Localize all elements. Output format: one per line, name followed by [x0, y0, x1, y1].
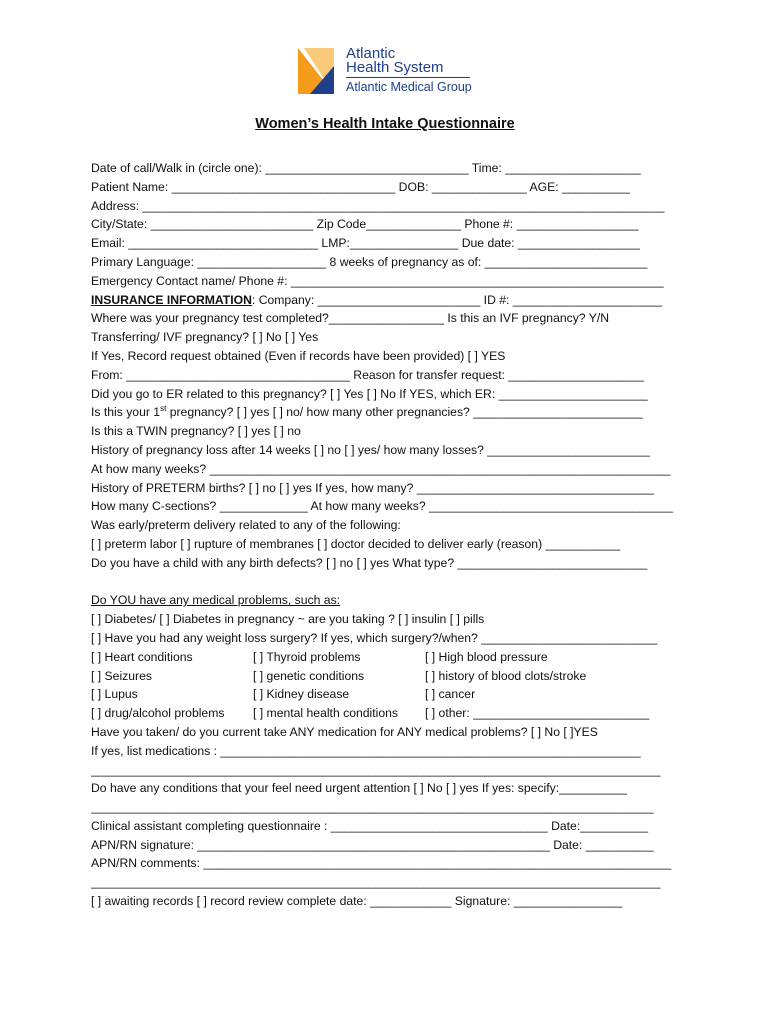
language-line[interactable]: Primary Language: ___________________ 8 weeks of pregnancy as of: ________________________ — [91, 254, 648, 269]
logo-text-medical-group: Atlantic Medical Group — [346, 80, 472, 94]
first-pregnancy-sup: st — [160, 404, 167, 414]
transfer-from-line[interactable]: From: _________________________________ Reason for transfer request: ____________________ — [91, 367, 644, 382]
urgent-blank-line[interactable]: ___________________________________________________________________________________ — [91, 800, 654, 815]
first-pregnancy-text-a: Is this your 1 — [91, 405, 161, 420]
c-sections-line[interactable]: How many C-sections? _____________ At how many weeks? ____________________________________ — [91, 499, 674, 514]
pregnancy-loss-line[interactable]: History of pregnancy loss after 14 weeks [ ] no [ ] yes/ how many losses? ________________________ — [91, 442, 650, 457]
loss-weeks-line[interactable]: At how many weeks? ____________________________________________________________________ — [91, 461, 671, 476]
transfer-ivf-line[interactable]: Transferring/ IVF pregnancy? [ ] No [ ] Yes — [91, 330, 319, 345]
medication-question-line[interactable]: Have you taken/ do you current take ANY medication for ANY medical problems? [ ] No [ ]YES — [91, 724, 598, 739]
weight-loss-surgery-line[interactable]: [ ] Have you had any weight loss surgery? If yes, which surgery?/when? __________________________ — [91, 630, 658, 645]
mental-health-checkbox[interactable]: [ ] mental health conditions — [253, 706, 398, 721]
er-visit-line[interactable]: Did you go to ER related to this pregnancy? [ ] Yes [ ] No If YES, which ER: ______________________ — [91, 386, 648, 401]
comments-blank-line[interactable]: ____________________________________________________________________________________ — [91, 875, 661, 890]
urgent-conditions-line[interactable]: Do have any conditions that your feel need urgent attention [ ] No [ ] yes If yes: specify:__________ — [91, 781, 627, 796]
questionnaire-form — [91, 159, 681, 911]
insurance-fields[interactable]: : Company: ________________________ ID #: ______________________ — [251, 292, 662, 307]
logo-divider — [346, 77, 470, 78]
kidney-disease-checkbox[interactable]: [ ] Kidney disease — [253, 687, 350, 702]
clinical-assistant-line[interactable]: Clinical assistant completing questionnaire : ________________________________ Date:__________ — [91, 818, 649, 833]
logo-text-atlantic: Atlantic — [346, 45, 396, 62]
blood-clots-checkbox[interactable]: [ ] history of blood clots/stroke — [425, 668, 587, 683]
conditions-row-1[interactable] — [91, 648, 681, 667]
email-lmp-line[interactable]: Email: ____________________________ LMP:________________ Due date: __________________ — [91, 236, 640, 251]
insurance-heading: INSURANCE INFORMATION — [91, 292, 252, 307]
preterm-births-line[interactable]: History of PRETERM births? [ ] no [ ] yes If yes, how many? ___________________________________ — [91, 480, 655, 495]
first-pregnancy-line[interactable] — [91, 403, 681, 422]
thyroid-problems-checkbox[interactable]: [ ] Thyroid problems — [253, 649, 361, 664]
section-spacer — [91, 573, 681, 592]
lupus-checkbox[interactable]: [ ] Lupus — [91, 687, 138, 702]
emergency-contact-line[interactable]: Emergency Contact name/ Phone #: _______________________________________________________ — [91, 273, 664, 288]
other-condition-field[interactable]: [ ] other: __________________________ — [425, 706, 650, 721]
logo-mark-icon — [296, 46, 336, 96]
atlantic-health-logo — [296, 46, 476, 96]
conditions-row-2[interactable] — [91, 667, 681, 686]
medical-problems-heading: Do YOU have any medical problems, such as: — [91, 593, 341, 608]
conditions-row-4[interactable] — [91, 704, 681, 723]
drug-alcohol-checkbox[interactable]: [ ] drug/alcohol problems — [91, 706, 225, 721]
pregnancy-test-line[interactable]: Where was your pregnancy test completed?_________________ Is this an IVF pregnancy? Y/N — [91, 311, 610, 326]
twin-pregnancy-line[interactable]: Is this a TWIN pregnancy? [ ] yes [ ] no — [91, 424, 301, 439]
medications-blank-line[interactable]: ____________________________________________________________________________________ — [91, 762, 661, 777]
high-blood-pressure-checkbox[interactable]: [ ] High blood pressure — [425, 649, 548, 664]
medications-list-line[interactable]: If yes, list medications : ______________________________________________________________ — [91, 743, 641, 758]
date-time-line[interactable]: Date of call/Walk in (circle one): ______________________________ Time: ____________________ — [91, 161, 641, 175]
record-review-line[interactable]: [ ] awaiting records [ ] record review complete date: ____________ Signature: ________________ — [91, 894, 623, 909]
genetic-conditions-checkbox[interactable]: [ ] genetic conditions — [253, 668, 365, 683]
apn-comments-line[interactable]: APN/RN comments: _____________________________________________________________________ — [91, 856, 672, 871]
address-line[interactable]: Address: _____________________________________________________________________________ — [91, 198, 665, 213]
apn-signature-line[interactable]: APN/RN signature: ____________________________________________________ Date: __________ — [91, 837, 654, 852]
early-delivery-options[interactable]: [ ] preterm labor [ ] rupture of membranes [ ] doctor decided to deliver early (reason) ___________ — [91, 536, 621, 551]
first-pregnancy-text-b[interactable]: pregnancy? [ ] yes [ ] no/ how many other pregnancies? _________________________ — [166, 405, 643, 420]
logo-text-health-system: Health System — [346, 59, 444, 76]
page-title: Women’s Health Intake Questionnaire — [255, 116, 515, 132]
insurance-line[interactable] — [91, 291, 681, 310]
patient-name-line[interactable]: Patient Name: _________________________________ DOB: ______________ AGE: __________ — [91, 179, 630, 194]
city-zip-phone-line[interactable]: City/State: ________________________ Zip Code______________ Phone #: __________________ — [91, 217, 639, 232]
seizures-checkbox[interactable]: [ ] Seizures — [91, 668, 152, 683]
conditions-row-3[interactable] — [91, 685, 681, 704]
heart-conditions-checkbox[interactable]: [ ] Heart conditions — [91, 649, 193, 664]
early-delivery-question: Was early/preterm delivery related to any of the following: — [91, 518, 401, 533]
diabetes-line[interactable]: [ ] Diabetes/ [ ] Diabetes in pregnancy ~ are you taking ? [ ] insulin [ ] pills — [91, 612, 485, 627]
record-request-line[interactable]: If Yes, Record request obtained (Even if records have been provided) [ ] YES — [91, 348, 506, 363]
birth-defects-line[interactable]: Do you have a child with any birth defects? [ ] no [ ] yes What type? ____________________________ — [91, 555, 648, 570]
cancer-checkbox[interactable]: [ ] cancer — [425, 687, 476, 702]
